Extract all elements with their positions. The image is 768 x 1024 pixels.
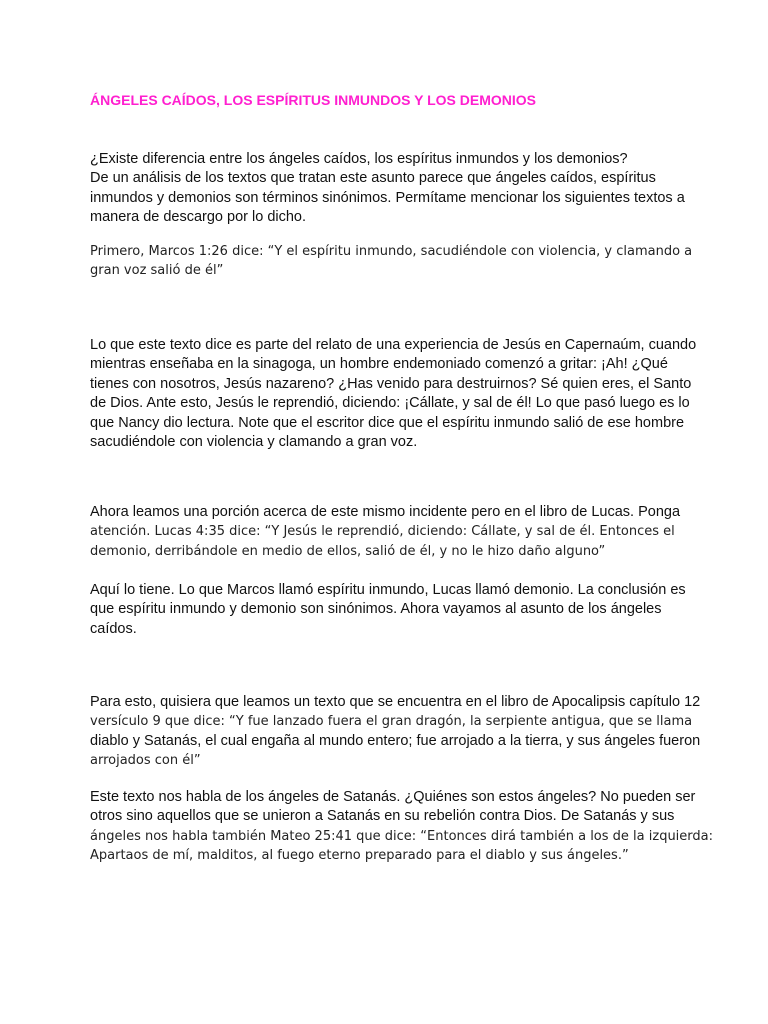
text-line: que Nancy dio lectura. Note que el escritor dice que el espíritu inmundo salió de ese hombre: [90, 414, 685, 431]
paragraph-satanas: [90, 788, 714, 866]
text-line: gran voz salió de él”: [90, 263, 224, 279]
text-line: ángeles nos habla también Mateo 25:41 que dice: “Entonces dirá también a los de la izquierda:: [90, 828, 714, 844]
text-line: Aquí lo tiene. Lo que Marcos llamó espíritu inmundo, Lucas llamó demonio. La conclusión es: [90, 582, 686, 598]
text-line: sacudiéndole con violencia y clamando a gran voz.: [90, 434, 418, 451]
text-line: Primero, Marcos 1:26 dice: “Y el espíritu inmundo, sacudiéndole con violencia, y clamando a: [90, 244, 693, 259]
text-line: manera de descargo por lo dicho.: [90, 209, 307, 226]
text-line: otros sino aquellos que se unieron a Satanás en su rebelión contra Dios. De Satanás y sus: [90, 808, 675, 825]
text-line: inmundos y demonios son términos sinónimos. Permítame mencionar los siguientes textos a: [90, 189, 685, 206]
text-line: versículo 9 que dice: “Y fue lanzado fuera el gran dragón, la serpiente antigua, que se llama: [90, 714, 693, 730]
paragraph-capernaum: [90, 336, 697, 452]
text-line: De un análisis de los textos que tratan este asunto parece que ángeles caídos, espíritus: [90, 170, 656, 187]
text-line: que espíritu inmundo y demonio son sinónimos. Ahora vayamos al asunto de los ángeles: [90, 601, 662, 618]
text-line: de Dios. Ante esto, Jesús le reprendió, diciendo: ¡Cállate, y sal de él! Lo que pasó luego es lo: [90, 395, 690, 412]
text-line: arrojados con él”: [90, 753, 201, 769]
text-line: caídos.: [90, 620, 137, 637]
text-line: Este texto nos habla de los ángeles de Satanás. ¿Quiénes son estos ángeles? No pueden ser: [90, 789, 696, 805]
text-line: mientras enseñaba en la sinagoga, un hombre endemoniado comenzó a gritar: ¡Ah! ¿Qué: [90, 356, 668, 373]
paragraph-marcos-quote: [90, 242, 693, 281]
text-line: Ahora leamos una porción acerca de este mismo incidente pero en el libro de Lucas. Ponga: [90, 504, 681, 520]
text-line: ¿Existe diferencia entre los ángeles caídos, los espíritus inmundos y los demonios?: [90, 151, 628, 167]
text-line: diablo y Satanás, el cual engaña al mundo entero; fue arrojado a la tierra, y sus ángeles fueron: [90, 732, 701, 749]
paragraph-conclusion: [90, 581, 686, 639]
text-line: Para esto, quisiera que leamos un texto que se encuentra en el libro de Apocalipsis capítulo 12: [90, 694, 701, 710]
text-line: demonio, derribándole en medio de ellos, salió de él, y no le hizo daño alguno”: [90, 543, 606, 559]
paragraph-apocalipsis: [90, 693, 701, 771]
text-line: tienes con nosotros, Jesús nazareno? ¿Has venido para destruirnos? Sé quien eres, el Santo: [90, 375, 692, 392]
text-line: Apartaos de mí, malditos, al fuego eterno preparado para el diablo y sus ángeles.”: [90, 848, 629, 864]
document-title: ÁNGELES CAÍDOS, LOS ESPÍRITUS INMUNDOS Y LOS DEMONIOS: [90, 92, 536, 108]
text-line: Lo que este texto dice es parte del relato de una experiencia de Jesús en Capernaúm, cuando: [90, 337, 697, 353]
paragraph-intro: [90, 150, 685, 228]
text-line: atención. Lucas 4:35 dice: “Y Jesús le reprendió, diciendo: Cállate, y sal de él. Entonces el: [90, 524, 675, 540]
paragraph-lucas: [90, 503, 680, 561]
